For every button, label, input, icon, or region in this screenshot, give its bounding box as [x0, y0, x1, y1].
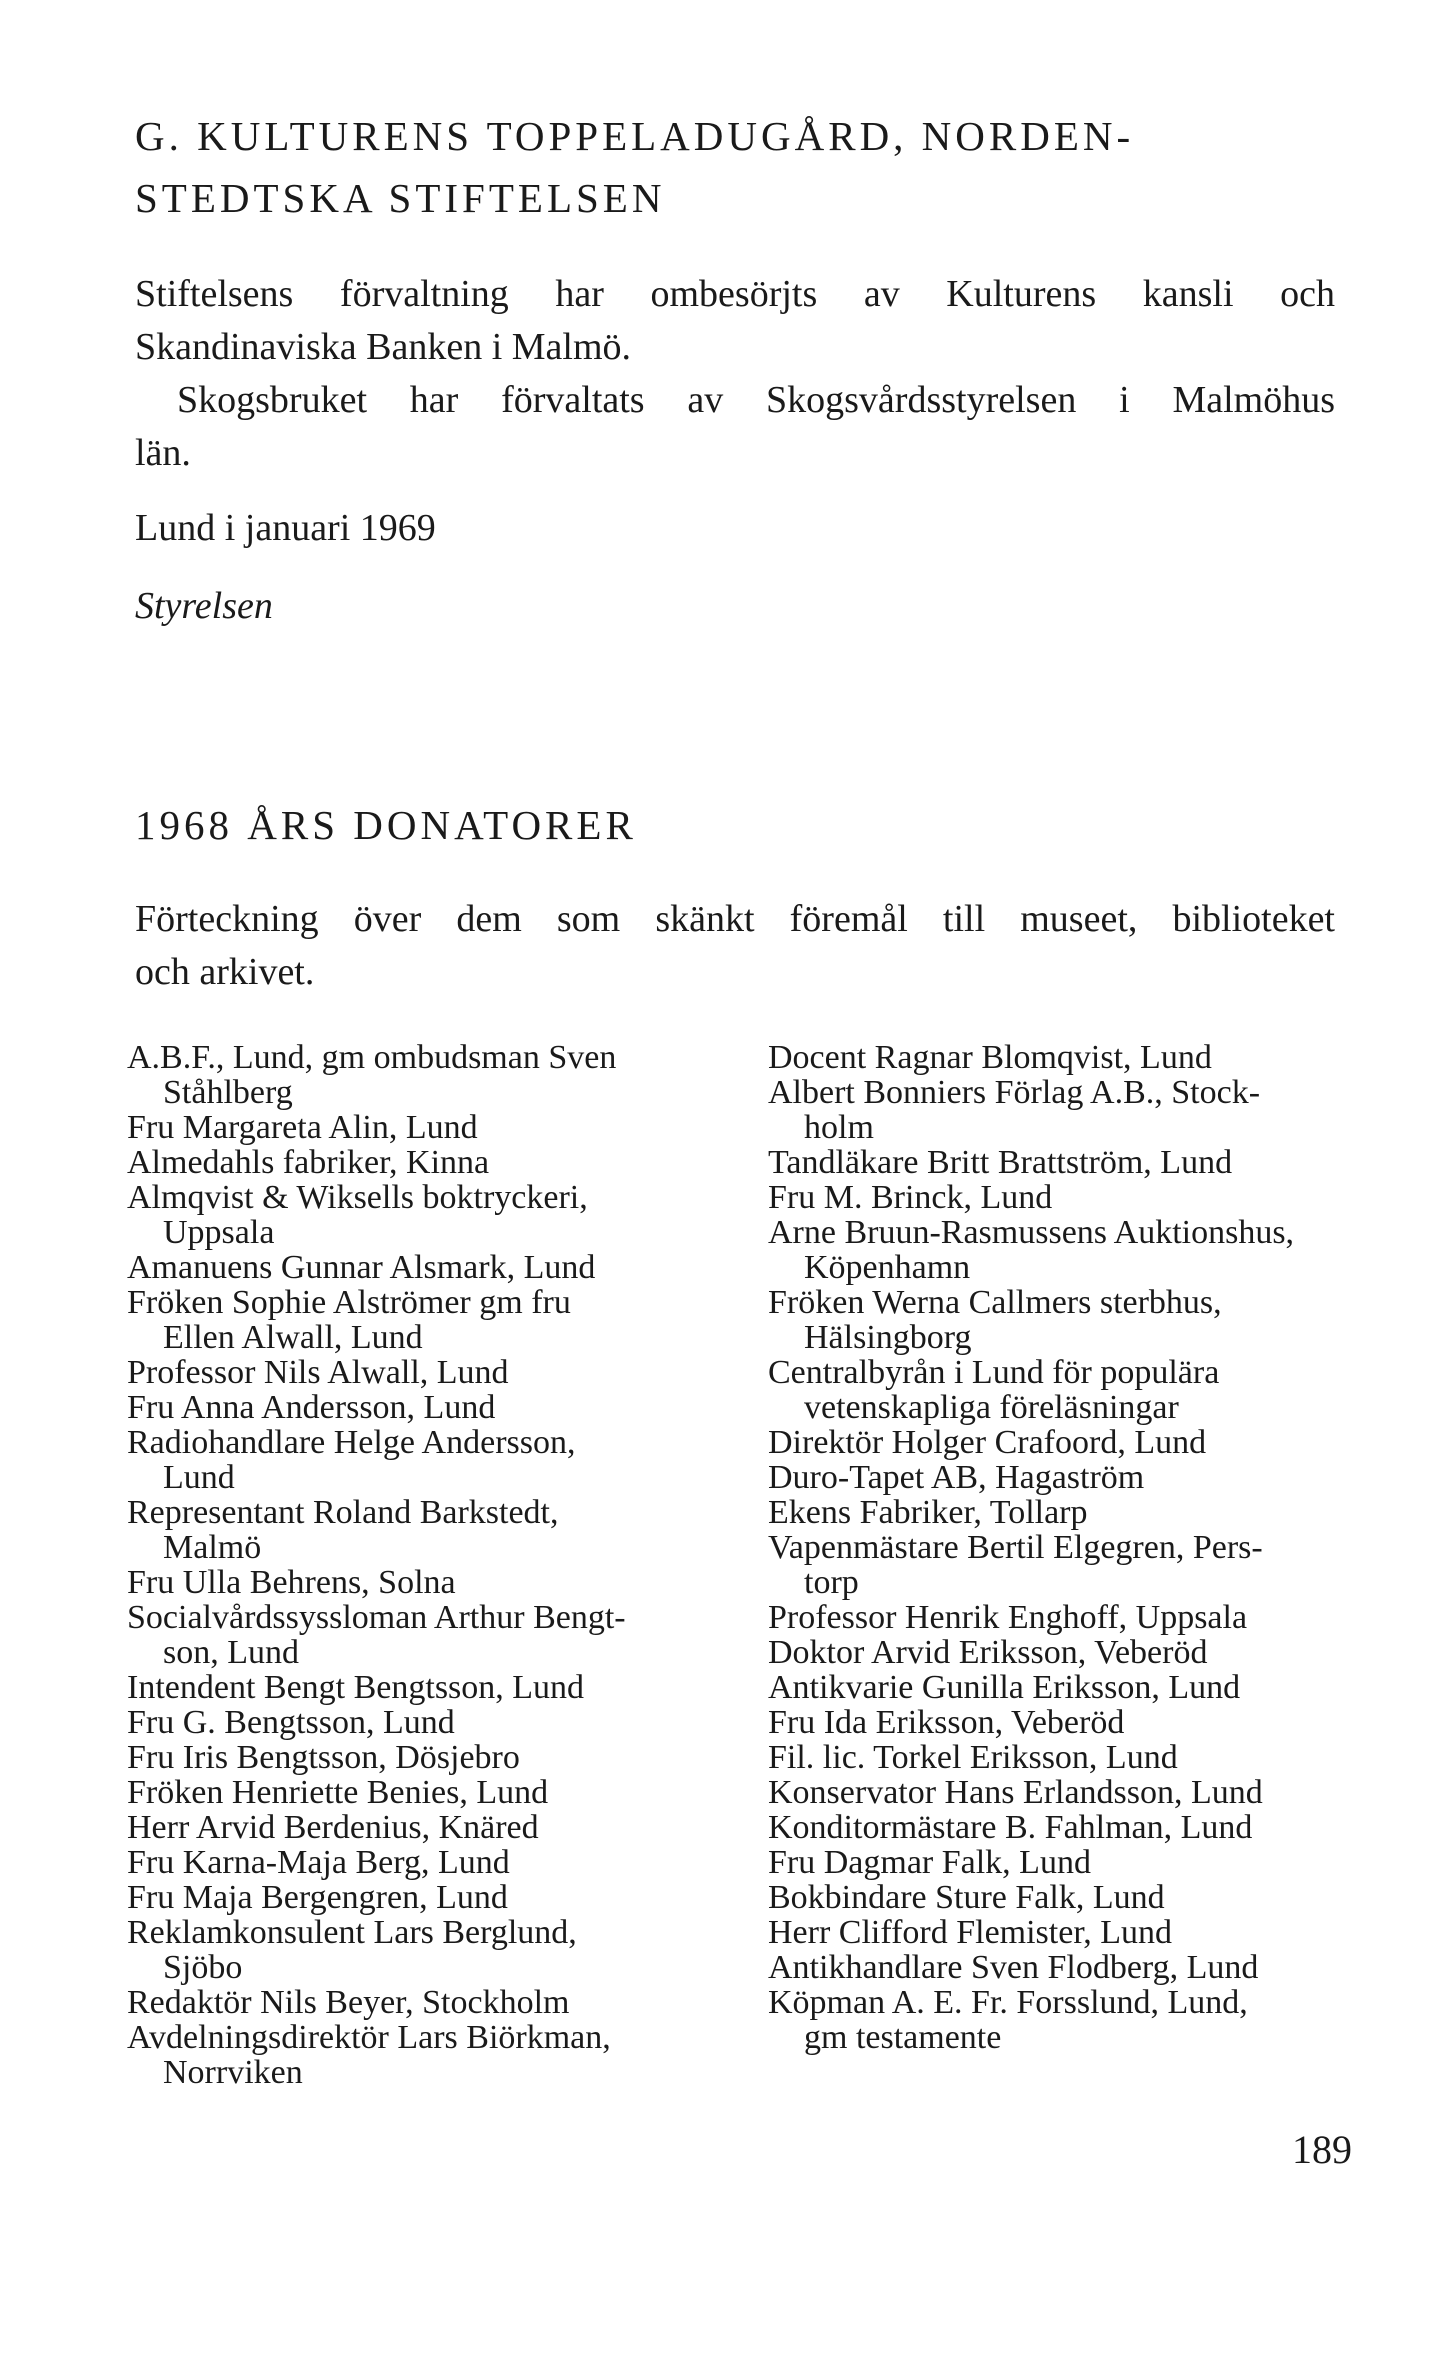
paragraph-forestry-line-2: län. — [135, 432, 191, 474]
paragraph-forestry-line-1: Skogsbruket har förvaltats av Skogsvårdsstyrelsen i Malmöhus — [177, 379, 1335, 421]
donor-entry-line: Fru Iris Bengtsson, Dösjebro — [127, 1739, 520, 1776]
donor-entry-line: Tandläkare Britt Brattström, Lund — [768, 1144, 1233, 1181]
donor-entry-line: Fröken Henriette Benies, Lund — [127, 1774, 549, 1811]
donor-entry-line: Almedahls fabriker, Kinna — [127, 1144, 490, 1181]
donors-intro-line-2: och arkivet. — [135, 951, 315, 993]
donor-entry-line: Uppsala — [163, 1214, 275, 1251]
donor-entry-line: Ståhlberg — [163, 1074, 293, 1111]
donor-entry-line: Lund — [163, 1459, 235, 1496]
donor-entry-line: Sjöbo — [163, 1949, 243, 1986]
donor-entry-line: Amanuens Gunnar Alsmark, Lund — [127, 1249, 596, 1286]
section-heading-line-2: STEDTSKA STIFTELSEN — [135, 175, 666, 221]
donor-entry-line: son, Lund — [163, 1634, 299, 1671]
donor-entry-line: Hälsingborg — [804, 1319, 972, 1356]
donor-entry-line: Köpenhamn — [804, 1249, 971, 1286]
donor-entry-line: Fru Ulla Behrens, Solna — [127, 1564, 456, 1601]
donor-entry-line: vetenskapliga föreläsningar — [804, 1389, 1179, 1426]
donor-entry-line: Professor Henrik Enghoff, Uppsala — [768, 1599, 1248, 1636]
donor-entry-line: torp — [804, 1564, 859, 1601]
donor-entry-line: Vapenmästare Bertil Elgegren, Pers- — [768, 1529, 1263, 1566]
donor-entry-line: Almqvist & Wiksells boktryckeri, — [127, 1179, 588, 1216]
donor-entry-line: Doktor Arvid Eriksson, Veberöd — [768, 1634, 1208, 1671]
donor-entry-line: Fru Karna-Maja Berg, Lund — [127, 1844, 510, 1881]
donor-entry-line: Centralbyrån i Lund för populära — [768, 1354, 1220, 1391]
donor-entry-line: Arne Bruun-Rasmussens Auktionshus, — [768, 1214, 1295, 1251]
donor-list-right-column — [768, 1040, 1353, 2055]
donor-entry-line: Antikhandlare Sven Flodberg, Lund — [768, 1949, 1259, 1986]
donor-entry-line: Radiohandlare Helge Andersson, — [127, 1424, 576, 1461]
donor-entry-line: Konservator Hans Erlandsson, Lund — [768, 1774, 1263, 1811]
donor-entry-line: Redaktör Nils Beyer, Stockholm — [127, 1984, 570, 2021]
donor-entry-line: Malmö — [163, 1529, 262, 1566]
donor-entry-line: Herr Clifford Flemister, Lund — [768, 1914, 1173, 1951]
donor-entry-line: gm testamente — [804, 2019, 1002, 2056]
donor-entry-line: Duro-Tapet AB, Hagaström — [768, 1459, 1145, 1496]
donor-entry-line: Norrviken — [163, 2054, 303, 2091]
donor-entry-line: Konditormästare B. Fahlman, Lund — [768, 1809, 1253, 1846]
donor-entry-line: Fru Margareta Alin, Lund — [127, 1109, 478, 1146]
donor-entry-line: Intendent Bengt Bengtsson, Lund — [127, 1669, 585, 1706]
donor-entry-line: Albert Bonniers Förlag A.B., Stock- — [768, 1074, 1261, 1111]
donor-entry-line: Socialvårdssyssloman Arthur Bengt- — [127, 1599, 626, 1636]
signature: Styrelsen — [135, 585, 273, 627]
donors-intro-line-1: Förteckning över dem som skänkt föremål till museet, biblioteket — [135, 898, 1335, 940]
donor-entry-line: Ellen Alwall, Lund — [163, 1319, 423, 1356]
donor-entry-line: Antikvarie Gunilla Eriksson, Lund — [768, 1669, 1241, 1706]
paragraph-administration-line-2: Skandinaviska Banken i Malmö. — [135, 326, 632, 368]
donor-entry-line: Herr Arvid Berdenius, Knäred — [127, 1809, 539, 1846]
donor-entry-line: holm — [804, 1109, 874, 1146]
donor-entry-line: Representant Roland Barkstedt, — [127, 1494, 559, 1531]
donor-entry-line: A.B.F., Lund, gm ombudsman Sven — [127, 1039, 617, 1076]
donor-entry-line: Köpman A. E. Fr. Forsslund, Lund, — [768, 1984, 1248, 2021]
section-heading-line-1: G. KULTURENS TOPPELADUGÅRD, NORDEN- — [135, 113, 1135, 159]
donor-entry-line: Fil. lic. Torkel Eriksson, Lund — [768, 1739, 1178, 1776]
donor-entry-line: Fru Ida Eriksson, Veberöd — [768, 1704, 1125, 1741]
donor-entry-line: Fru Dagmar Falk, Lund — [768, 1844, 1091, 1881]
donor-entry-line: Fröken Sophie Alströmer gm fru — [127, 1284, 571, 1321]
donor-entry-line: Bokbindare Sture Falk, Lund — [768, 1879, 1165, 1916]
donors-heading: 1968 ÅRS DONATORER — [135, 802, 637, 848]
donor-entry-line: Ekens Fabriker, Tollarp — [768, 1494, 1088, 1531]
donor-entry-line: Direktör Holger Crafoord, Lund — [768, 1424, 1207, 1461]
donor-entry-line: Fru M. Brinck, Lund — [768, 1179, 1053, 1216]
page-number: 189 — [1292, 2127, 1352, 2172]
place-date: Lund i januari 1969 — [135, 507, 436, 549]
donor-list-left-column — [127, 1040, 707, 2090]
donor-entry-line: Fru G. Bengtsson, Lund — [127, 1704, 455, 1741]
donor-entry-line: Reklamkonsulent Lars Berglund, — [127, 1914, 577, 1951]
donor-entry-line: Fröken Werna Callmers sterbhus, — [768, 1284, 1222, 1321]
donor-entry-line: Fru Anna Andersson, Lund — [127, 1389, 496, 1426]
donor-entry-line: Professor Nils Alwall, Lund — [127, 1354, 509, 1391]
donor-entry-line: Docent Ragnar Blomqvist, Lund — [768, 1039, 1212, 1076]
donor-entry-line: Fru Maja Bergengren, Lund — [127, 1879, 508, 1916]
paragraph-administration-line-1: Stiftelsens förvaltning har ombesörjts av Kulturens kansli och — [135, 273, 1335, 315]
donor-entry-line: Avdelningsdirektör Lars Biörkman, — [127, 2019, 611, 2056]
